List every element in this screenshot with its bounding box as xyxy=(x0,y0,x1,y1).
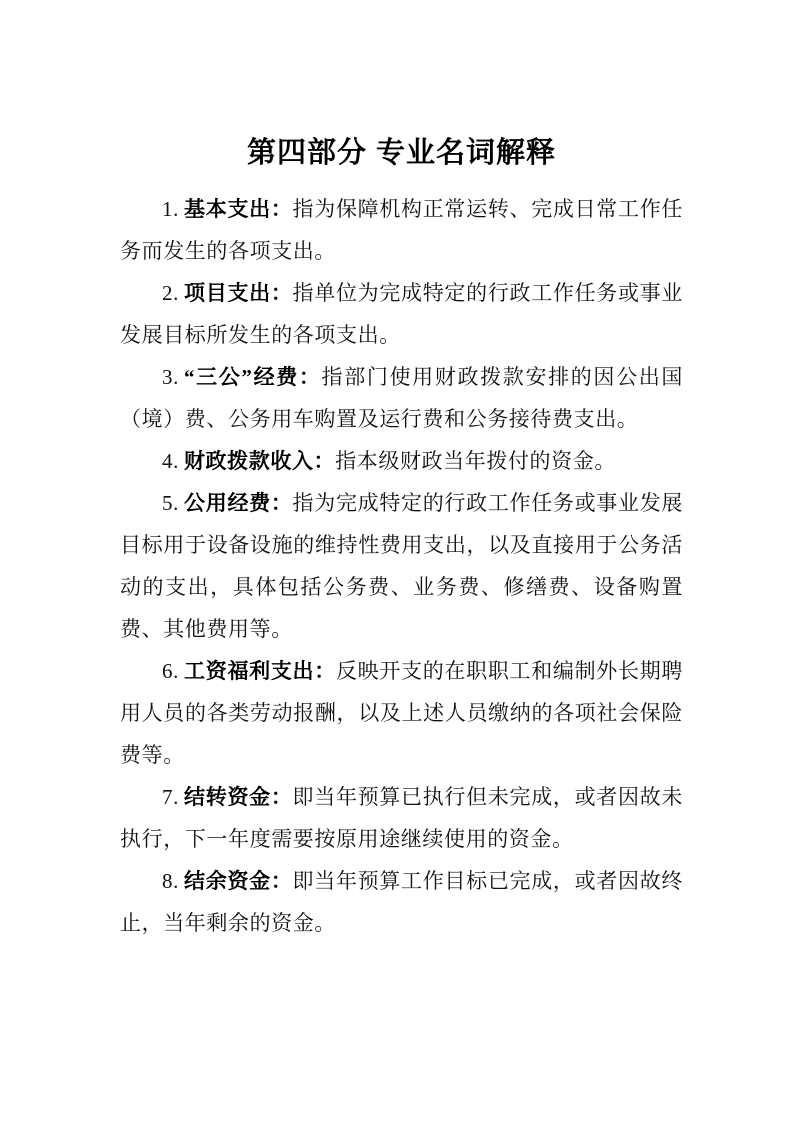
definition-text: 即当年预算已执行但未完成，或者因故未执行，下一年度需要按原用途继续使用的资金。 xyxy=(120,785,683,851)
definition-number: 4. xyxy=(162,449,179,473)
definition-paragraph xyxy=(120,860,683,944)
definition-term: 工资福利支出： xyxy=(183,659,336,683)
definition-paragraph xyxy=(120,776,683,860)
definition-number: 8. xyxy=(162,869,179,893)
definition-text: 反映开支的在职职工和编制外长期聘用人员的各类劳动报酬，以及上述人员缴纳的各项社会保险费等。 xyxy=(120,659,683,767)
definition-paragraph xyxy=(120,440,683,482)
definition-term: 基本支出： xyxy=(183,197,293,221)
definition-text: 指单位为完成特定的行政工作任务或事业发展目标所发生的各项支出。 xyxy=(120,281,683,347)
definition-number: 5. xyxy=(162,491,179,515)
definition-term: 项目支出： xyxy=(183,281,293,305)
definitions-list xyxy=(120,188,683,944)
definition-text: 指部门使用财政拨款安排的因公出国（境）费、公务用车购置及运行费和公务接待费支出。 xyxy=(120,365,683,431)
definition-number: 2. xyxy=(162,281,179,305)
definition-term: 财政拨款收入： xyxy=(183,449,336,473)
document-title: 第四部分 专业名词解释 xyxy=(246,137,557,169)
definition-number: 1. xyxy=(162,197,179,221)
definition-number: 3. xyxy=(162,365,179,389)
definition-text: 即当年预算工作目标已完成，或者因故终止，当年剩余的资金。 xyxy=(120,869,683,935)
definition-paragraph xyxy=(120,188,683,272)
definition-term: 结转资金： xyxy=(183,785,293,809)
definition-number: 6. xyxy=(162,659,179,683)
definition-paragraph xyxy=(120,650,683,776)
definition-number: 7. xyxy=(162,785,179,809)
definition-text: 指为完成特定的行政工作任务或事业发展目标用于设备设施的维持性费用支出，以及直接用于公务活动的支出，具体包括公务费、业务费、修缮费、设备购置费、其他费用等。 xyxy=(120,491,683,641)
definition-term: 公用经费： xyxy=(183,491,293,515)
definition-paragraph xyxy=(120,356,683,440)
definition-term: “三公”经费： xyxy=(183,365,322,389)
definition-text: 指本级财政当年拨付的资金。 xyxy=(335,449,616,473)
definition-paragraph xyxy=(120,272,683,356)
definition-term: 结余资金： xyxy=(183,869,293,893)
definition-text: 指为保障机构正常运转、完成日常工作任务而发生的各项支出。 xyxy=(120,197,683,263)
definition-paragraph xyxy=(120,482,683,650)
